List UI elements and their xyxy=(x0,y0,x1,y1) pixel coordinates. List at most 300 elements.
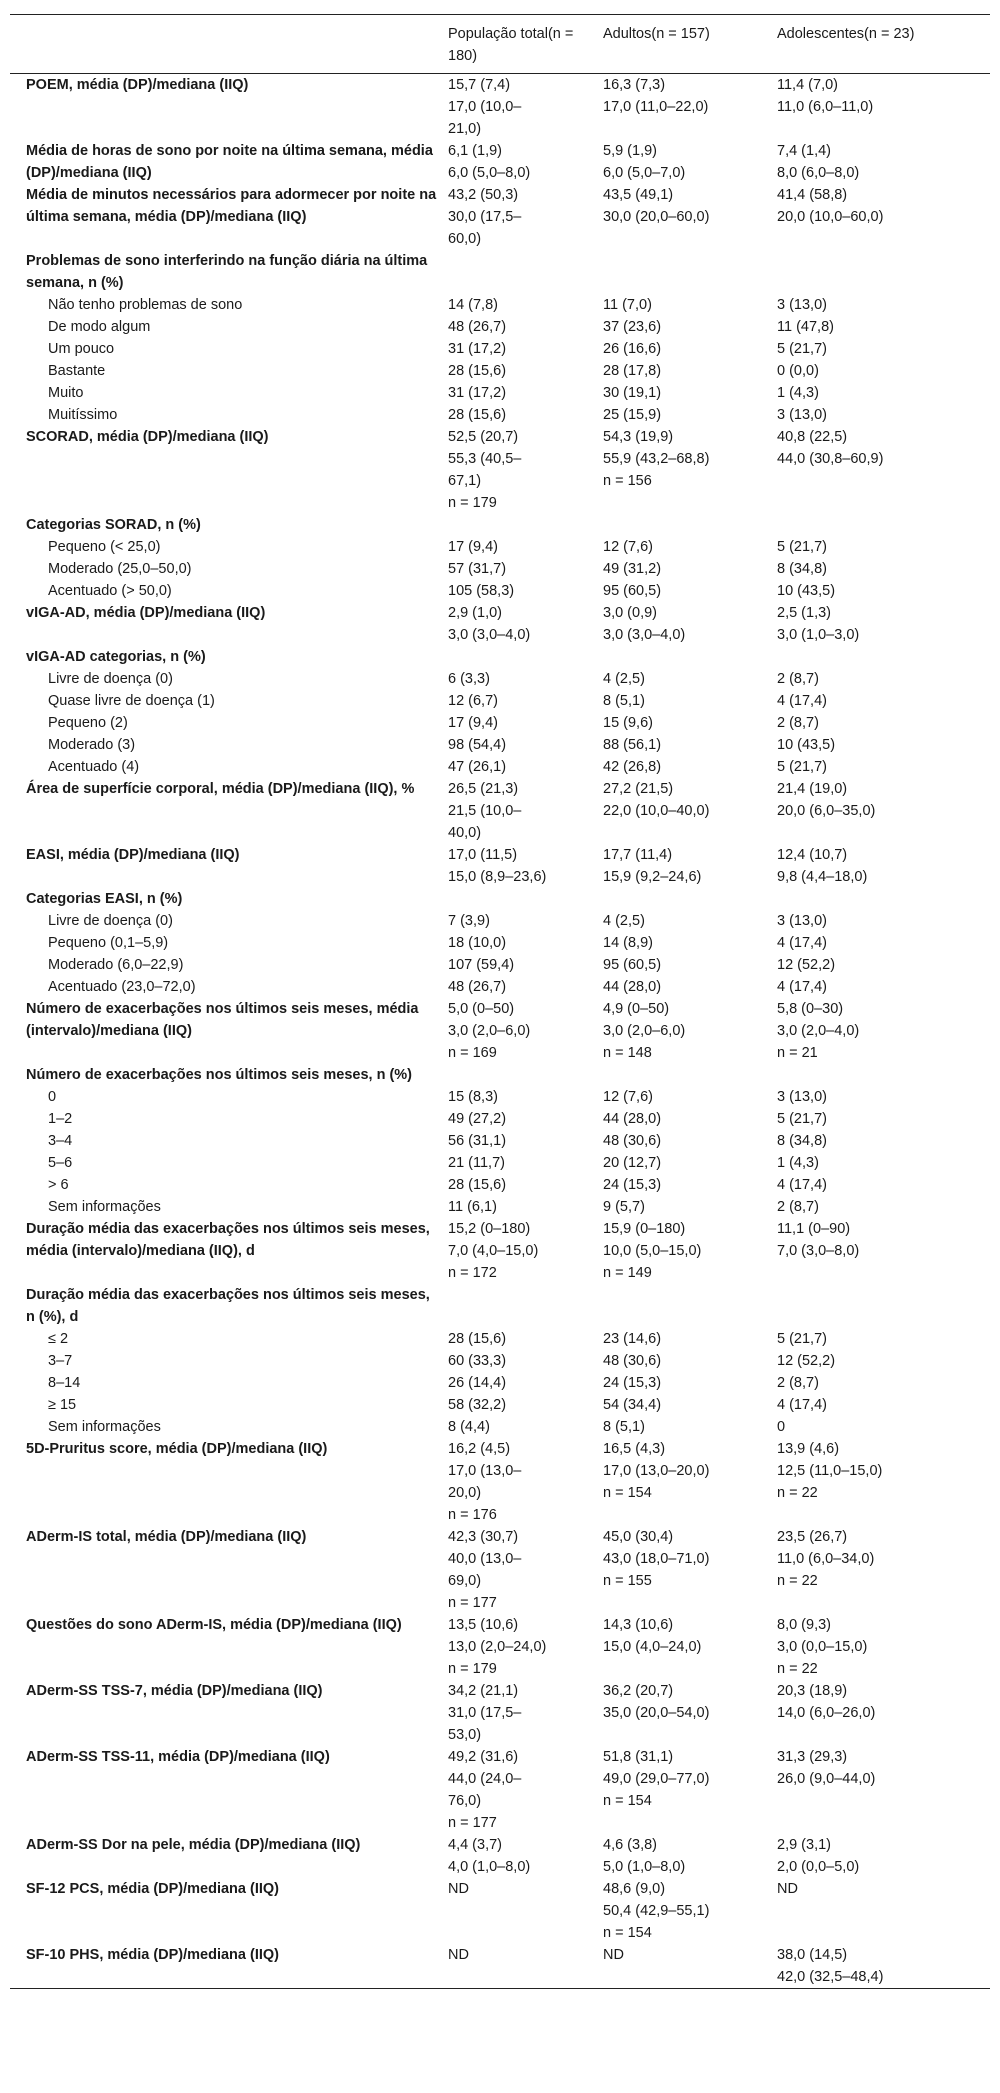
cell-adolescents xyxy=(773,514,990,536)
row-label: Livre de doença (0) xyxy=(48,913,173,929)
cell-line: 26 (16,6) xyxy=(603,341,662,357)
cell-line: n = 154 xyxy=(603,1925,652,1941)
table-row xyxy=(10,888,990,910)
row-label: 3–7 xyxy=(48,1353,73,1369)
cell-line: 48,6 (9,0) xyxy=(603,1881,666,1897)
cell-line: 54 (34,4) xyxy=(603,1397,662,1413)
cell-line: 2,9 (1,0) xyxy=(448,605,502,621)
cell-line: n = 155 xyxy=(603,1573,652,1589)
cell-line: 28 (15,6) xyxy=(448,1331,507,1347)
cell-total xyxy=(444,734,599,756)
cell-line: 3 (13,0) xyxy=(777,297,827,313)
cell-adolescents xyxy=(773,756,990,778)
cell-total xyxy=(444,360,599,382)
cell-line: 3,0 (0,9) xyxy=(603,605,657,621)
row-label: SF-12 PCS, média (DP)/mediana (IIQ) xyxy=(26,1881,279,1897)
cell-line: n = 172 xyxy=(448,1265,497,1281)
cell-adolescents xyxy=(773,250,990,294)
cell-line: 11 (47,8) xyxy=(777,319,834,335)
cell-line: 20 (12,7) xyxy=(603,1155,662,1171)
cell-total xyxy=(444,426,599,514)
cell-total xyxy=(444,536,599,558)
cell-total xyxy=(444,382,599,404)
cell-total xyxy=(444,184,599,250)
cell-line: 44,0 (30,8–60,9) xyxy=(777,451,884,467)
table-row xyxy=(10,1064,990,1086)
cell-line: 5 (21,7) xyxy=(777,1111,827,1127)
cell-line: 11 (6,1) xyxy=(448,1199,497,1215)
table-row xyxy=(10,778,990,844)
cell-line: 10 (43,5) xyxy=(777,737,836,753)
cell-adults xyxy=(599,1834,773,1878)
cell-adolescents xyxy=(773,360,990,382)
cell-line: 4 (2,5) xyxy=(603,913,645,929)
table-row xyxy=(10,1086,990,1108)
table-row xyxy=(10,74,990,141)
cell-line: 42 (26,8) xyxy=(603,759,662,775)
cell-adolescents xyxy=(773,1152,990,1174)
cell-total xyxy=(444,932,599,954)
row-label: 5–6 xyxy=(48,1155,73,1171)
cell-line: 42,3 (30,7) xyxy=(448,1529,519,1545)
cell-line: 1 (4,3) xyxy=(777,385,819,401)
cell-line: n = 177 xyxy=(448,1815,497,1831)
cell-line: 12 (7,6) xyxy=(603,1089,653,1105)
cell-line: ND xyxy=(448,1947,469,1963)
cell-line: n = 22 xyxy=(777,1661,818,1677)
table-row xyxy=(10,1680,990,1746)
cell-line: 3 (13,0) xyxy=(777,1089,827,1105)
row-label: ADerm-SS TSS-11, média (DP)/mediana (IIQ) xyxy=(26,1749,330,1765)
row-label: Número de exacerbações nos últimos seis meses, média (intervalo)/mediana (IIQ) xyxy=(26,1001,419,1039)
row-label: Duração média das exacerbações nos últimos seis meses, n (%), d xyxy=(26,1287,430,1325)
cell-line: n = 149 xyxy=(603,1265,652,1281)
cell-line: 4,4 (3,7) xyxy=(448,1837,502,1853)
cell-total xyxy=(444,1680,599,1746)
cell-line: 15,7 (7,4) xyxy=(448,77,511,93)
cell-adults xyxy=(599,1614,773,1680)
table-row xyxy=(10,404,990,426)
cell-line: 2 (8,7) xyxy=(777,1199,819,1215)
row-label: Moderado (25,0–50,0) xyxy=(48,561,192,577)
cell-total xyxy=(444,1416,599,1438)
cell-adults xyxy=(599,1526,773,1614)
cell-adults xyxy=(599,932,773,954)
cell-line: 12,4 (10,7) xyxy=(777,847,848,863)
cell-adolescents xyxy=(773,426,990,514)
table-row xyxy=(10,1614,990,1680)
cell-total xyxy=(444,1196,599,1218)
cell-total xyxy=(444,580,599,602)
cell-line: 4,6 (3,8) xyxy=(603,1837,657,1853)
cell-line: 15,0 (8,9–23,6) xyxy=(448,869,547,885)
cell-adolescents xyxy=(773,316,990,338)
cell-line: 48 (30,6) xyxy=(603,1353,662,1369)
cell-line: 30,0 (20,0–60,0) xyxy=(603,209,710,225)
cell-total xyxy=(444,558,599,580)
cell-adolescents xyxy=(773,1108,990,1130)
table-row xyxy=(10,844,990,888)
table-row xyxy=(10,602,990,646)
cell-line: 3,0 (2,0–6,0) xyxy=(448,1023,531,1039)
table-row xyxy=(10,976,990,998)
row-label: 0 xyxy=(48,1089,57,1105)
cell-line: 10,0 (5,0–15,0) xyxy=(603,1243,702,1259)
row-label: vIGA-AD categorias, n (%) xyxy=(26,649,206,665)
cell-total xyxy=(444,140,599,184)
table-row xyxy=(10,1394,990,1416)
row-label: Questões do sono ADerm-IS, média (DP)/mediana (IIQ) xyxy=(26,1617,402,1633)
cell-line: 40,0 (13,0– 69,0) xyxy=(448,1551,522,1589)
row-label: Muitíssimo xyxy=(48,407,118,423)
cell-total xyxy=(444,998,599,1064)
table-row xyxy=(10,1350,990,1372)
cell-line: 22,0 (10,0–40,0) xyxy=(603,803,710,819)
cell-line: 8 (34,8) xyxy=(777,561,827,577)
cell-line: 40,8 (22,5) xyxy=(777,429,848,445)
cell-adolescents xyxy=(773,580,990,602)
cell-line: 49 (31,2) xyxy=(603,561,662,577)
row-label: Moderado (3) xyxy=(48,737,136,753)
cell-line: n = 179 xyxy=(448,495,497,511)
cell-line: n = 154 xyxy=(603,1793,652,1809)
table-row xyxy=(10,734,990,756)
cell-adolescents xyxy=(773,1394,990,1416)
cell-line: 5,0 (0–50) xyxy=(448,1001,515,1017)
cell-line: 11,4 (7,0) xyxy=(777,77,838,93)
cell-line: n = 156 xyxy=(603,473,652,489)
row-label: Não tenho problemas de sono xyxy=(48,297,243,313)
cell-line: 3,0 (0,0–15,0) xyxy=(777,1639,868,1655)
table-row xyxy=(10,1328,990,1350)
cell-adults xyxy=(599,976,773,998)
cell-line: ND xyxy=(777,1881,798,1897)
table-row xyxy=(10,998,990,1064)
cell-adolescents xyxy=(773,74,990,141)
table-row xyxy=(10,426,990,514)
cell-line: 44,0 (24,0– 76,0) xyxy=(448,1771,522,1809)
row-label: ADerm-SS TSS-7, média (DP)/mediana (IIQ) xyxy=(26,1683,323,1699)
cell-line: n = 21 xyxy=(777,1045,818,1061)
table-row xyxy=(10,382,990,404)
cell-total xyxy=(444,778,599,844)
cell-line: 28 (15,6) xyxy=(448,1177,507,1193)
table-row xyxy=(10,1108,990,1130)
cell-line: 43,2 (50,3) xyxy=(448,187,519,203)
cell-line: 57 (31,7) xyxy=(448,561,507,577)
cell-line: 98 (54,4) xyxy=(448,737,507,753)
cell-adolescents xyxy=(773,1438,990,1526)
cell-line: 17 (9,4) xyxy=(448,539,498,555)
cell-adolescents xyxy=(773,294,990,316)
cell-adolescents xyxy=(773,1526,990,1614)
cell-line: 95 (60,5) xyxy=(603,957,662,973)
cell-line: 7,0 (4,0–15,0) xyxy=(448,1243,539,1259)
cell-adults xyxy=(599,1130,773,1152)
cell-adults xyxy=(599,690,773,712)
cell-line: 12 (52,2) xyxy=(777,957,836,973)
cell-line: 55,3 (40,5– 67,1) xyxy=(448,451,522,489)
cell-adults xyxy=(599,668,773,690)
table-row xyxy=(10,1174,990,1196)
cell-line: 8,0 (9,3) xyxy=(777,1617,831,1633)
cell-line: 28 (17,8) xyxy=(603,363,662,379)
cell-adolescents xyxy=(773,536,990,558)
header-cell-adults: Adultos(n = 157) xyxy=(603,26,710,42)
cell-line: 31,3 (29,3) xyxy=(777,1749,848,1765)
cell-line: 3,0 (2,0–6,0) xyxy=(603,1023,686,1039)
cell-line: 28 (15,6) xyxy=(448,363,507,379)
row-label: Categorias EASI, n (%) xyxy=(26,891,183,907)
cell-line: 49 (27,2) xyxy=(448,1111,507,1127)
table-row xyxy=(10,1416,990,1438)
cell-line: 10 (43,5) xyxy=(777,583,836,599)
table-row xyxy=(10,1196,990,1218)
cell-line: 1 (4,3) xyxy=(777,1155,819,1171)
cell-line: 4,0 (1,0–8,0) xyxy=(448,1859,531,1875)
table-row xyxy=(10,140,990,184)
cell-line: 4,9 (0–50) xyxy=(603,1001,670,1017)
row-label: SCORAD, média (DP)/mediana (IIQ) xyxy=(26,429,269,445)
cell-total xyxy=(444,888,599,910)
row-label: 3–4 xyxy=(48,1133,73,1149)
row-label: Acentuado (4) xyxy=(48,759,140,775)
row-label: Sem informações xyxy=(48,1199,161,1215)
cell-line: 11,0 (6,0–34,0) xyxy=(777,1551,875,1567)
cell-line: 5 (21,7) xyxy=(777,759,827,775)
cell-line: 15 (8,3) xyxy=(448,1089,498,1105)
cell-adolescents xyxy=(773,1086,990,1108)
cell-adults xyxy=(599,74,773,141)
cell-line: 4 (17,4) xyxy=(777,935,827,951)
cell-adults xyxy=(599,1944,773,1989)
cell-adolescents xyxy=(773,1174,990,1196)
cell-line: 8 (4,4) xyxy=(448,1419,490,1435)
cell-total xyxy=(444,1878,599,1944)
cell-line: 8 (5,1) xyxy=(603,1419,645,1435)
cell-adults xyxy=(599,602,773,646)
cell-total xyxy=(444,1614,599,1680)
cell-total xyxy=(444,1284,599,1328)
cell-adolescents xyxy=(773,778,990,844)
cell-line: 28 (15,6) xyxy=(448,407,507,423)
table-row xyxy=(10,360,990,382)
table-row xyxy=(10,1438,990,1526)
row-label: Média de minutos necessários para adormecer por noite na última semana, média (DP)/mediana (IIQ) xyxy=(26,187,437,225)
cell-line: 15,2 (0–180) xyxy=(448,1221,531,1237)
table-row xyxy=(10,1130,990,1152)
cell-line: 6,0 (5,0–7,0) xyxy=(603,165,686,181)
cell-line: 17 (9,4) xyxy=(448,715,498,731)
cell-total xyxy=(444,250,599,294)
cell-line: 6,0 (5,0–8,0) xyxy=(448,165,531,181)
cell-line: 12 (7,6) xyxy=(603,539,653,555)
row-label: EASI, média (DP)/mediana (IIQ) xyxy=(26,847,240,863)
table-row xyxy=(10,1284,990,1328)
cell-line: 7,0 (3,0–8,0) xyxy=(777,1243,860,1259)
row-label: ADerm-SS Dor na pele, média (DP)/mediana (IIQ) xyxy=(26,1837,361,1853)
cell-line: 23,5 (26,7) xyxy=(777,1529,848,1545)
cell-adolescents xyxy=(773,184,990,250)
header-cell-total: População total(n = 180) xyxy=(448,26,574,64)
table-row xyxy=(10,1834,990,1878)
cell-line: 47 (26,1) xyxy=(448,759,507,775)
cell-total xyxy=(444,1944,599,1989)
cell-line: 55,9 (43,2–68,8) xyxy=(603,451,710,467)
results-table xyxy=(10,14,990,1989)
cell-adults xyxy=(599,954,773,976)
cell-line: 43,5 (49,1) xyxy=(603,187,674,203)
cell-line: 58 (32,2) xyxy=(448,1397,507,1413)
cell-adults xyxy=(599,580,773,602)
cell-line: 14 (7,8) xyxy=(448,297,498,313)
row-label: Sem informações xyxy=(48,1419,161,1435)
table-row xyxy=(10,580,990,602)
cell-line: 13,5 (10,6) xyxy=(448,1617,519,1633)
cell-line: 41,4 (58,8) xyxy=(777,187,848,203)
cell-adolescents xyxy=(773,668,990,690)
cell-line: 4 (17,4) xyxy=(777,979,827,995)
cell-line: 0 (0,0) xyxy=(777,363,819,379)
cell-line: 26 (14,4) xyxy=(448,1375,507,1391)
cell-line: 13,0 (2,0–24,0) xyxy=(448,1639,547,1655)
cell-adults xyxy=(599,1372,773,1394)
cell-total xyxy=(444,1350,599,1372)
cell-line: 31 (17,2) xyxy=(448,385,507,401)
cell-line: 3 (13,0) xyxy=(777,407,827,423)
cell-adults xyxy=(599,426,773,514)
cell-line: 8 (34,8) xyxy=(777,1133,827,1149)
cell-line: 37 (23,6) xyxy=(603,319,662,335)
row-label: 1–2 xyxy=(48,1111,73,1127)
row-label: Pequeno (< 25,0) xyxy=(48,539,161,555)
cell-adolescents xyxy=(773,1350,990,1372)
cell-adolescents xyxy=(773,844,990,888)
cell-line: 2,0 (0,0–5,0) xyxy=(777,1859,860,1875)
cell-line: 16,2 (4,5) xyxy=(448,1441,511,1457)
row-label: Número de exacerbações nos últimos seis meses, n (%) xyxy=(26,1067,413,1083)
cell-line: 95 (60,5) xyxy=(603,583,662,599)
cell-adults xyxy=(599,1152,773,1174)
cell-line: n = 176 xyxy=(448,1507,497,1523)
cell-line: 31 (17,2) xyxy=(448,341,507,357)
cell-line: 4 (17,4) xyxy=(777,1397,827,1413)
cell-line: 20,3 (18,9) xyxy=(777,1683,848,1699)
cell-line: 12,5 (11,0–15,0) xyxy=(777,1463,883,1479)
cell-total xyxy=(444,1834,599,1878)
cell-line: 2 (8,7) xyxy=(777,1375,819,1391)
table-row xyxy=(10,184,990,250)
cell-line: 24 (15,3) xyxy=(603,1177,662,1193)
table-row xyxy=(10,316,990,338)
cell-line: 21 (11,7) xyxy=(448,1155,505,1171)
cell-adults xyxy=(599,140,773,184)
cell-adults xyxy=(599,294,773,316)
cell-total xyxy=(444,1152,599,1174)
cell-adults xyxy=(599,1680,773,1746)
header-cell-adolescents: Adolescentes(n = 23) xyxy=(777,26,915,42)
cell-line: 35,0 (20,0–54,0) xyxy=(603,1705,710,1721)
cell-total xyxy=(444,1174,599,1196)
row-label: 5D-Pruritus score, média (DP)/mediana (IIQ) xyxy=(26,1441,328,1457)
cell-adults xyxy=(599,338,773,360)
cell-adults xyxy=(599,1394,773,1416)
row-label: 8–14 xyxy=(48,1375,81,1391)
cell-adolescents xyxy=(773,1944,990,1989)
cell-line: 11,1 (0–90) xyxy=(777,1221,851,1237)
cell-line: 56 (31,1) xyxy=(448,1133,507,1149)
row-label: Categorias SORAD, n (%) xyxy=(26,517,201,533)
cell-line: 48 (30,6) xyxy=(603,1133,662,1149)
cell-adults xyxy=(599,514,773,536)
cell-line: 9 (5,7) xyxy=(603,1199,645,1215)
cell-line: 11 (7,0) xyxy=(603,297,652,313)
cell-line: 26,5 (21,3) xyxy=(448,781,519,797)
cell-total xyxy=(444,712,599,734)
cell-line: 5 (21,7) xyxy=(777,539,827,555)
cell-line: 0 xyxy=(777,1419,786,1435)
cell-total xyxy=(444,690,599,712)
cell-line: 17,0 (11,0–22,0) xyxy=(603,99,709,115)
cell-line: 25 (15,9) xyxy=(603,407,662,423)
cell-line: 20,0 (6,0–35,0) xyxy=(777,803,876,819)
cell-adolescents xyxy=(773,602,990,646)
row-label: POEM, média (DP)/mediana (IIQ) xyxy=(26,77,249,93)
row-label: Um pouco xyxy=(48,341,115,357)
cell-line: 8 (5,1) xyxy=(603,693,645,709)
row-label: > 6 xyxy=(48,1177,69,1193)
cell-adults xyxy=(599,536,773,558)
cell-total xyxy=(444,1372,599,1394)
cell-line: 49,2 (31,6) xyxy=(448,1749,519,1765)
cell-adolescents xyxy=(773,1834,990,1878)
cell-line: ND xyxy=(448,1881,469,1897)
row-label: Pequeno (2) xyxy=(48,715,128,731)
cell-total xyxy=(444,1394,599,1416)
cell-adults xyxy=(599,712,773,734)
cell-adolescents xyxy=(773,382,990,404)
cell-line: 17,7 (11,4) xyxy=(603,847,673,863)
cell-total xyxy=(444,1526,599,1614)
row-label: Quase livre de doença (1) xyxy=(48,693,215,709)
cell-total xyxy=(444,294,599,316)
table-row xyxy=(10,910,990,932)
row-label: ADerm-IS total, média (DP)/mediana (IIQ) xyxy=(26,1529,307,1545)
cell-adults xyxy=(599,1416,773,1438)
cell-line: 5,8 (0–30) xyxy=(777,1001,844,1017)
cell-line: 16,3 (7,3) xyxy=(603,77,666,93)
cell-adolescents xyxy=(773,1196,990,1218)
cell-line: 7,4 (1,4) xyxy=(777,143,831,159)
table-row xyxy=(10,536,990,558)
table-row xyxy=(10,668,990,690)
cell-line: 21,4 (19,0) xyxy=(777,781,848,797)
table-row xyxy=(10,712,990,734)
cell-line: 18 (10,0) xyxy=(448,935,507,951)
cell-line: 15 (9,6) xyxy=(603,715,653,731)
cell-line: 105 (58,3) xyxy=(448,583,515,599)
cell-adults xyxy=(599,888,773,910)
cell-total xyxy=(444,954,599,976)
cell-adolescents xyxy=(773,712,990,734)
cell-adolescents xyxy=(773,1218,990,1284)
cell-line: 16,5 (4,3) xyxy=(603,1441,666,1457)
cell-total xyxy=(444,844,599,888)
cell-line: 3,0 (1,0–3,0) xyxy=(777,627,860,643)
cell-adults xyxy=(599,404,773,426)
row-label: vIGA-AD, média (DP)/mediana (IIQ) xyxy=(26,605,266,621)
cell-adolescents xyxy=(773,404,990,426)
